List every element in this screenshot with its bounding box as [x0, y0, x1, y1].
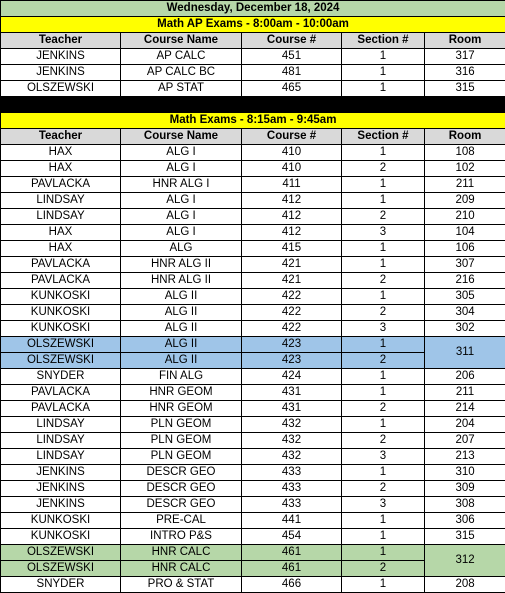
- table-row: [1, 65, 505, 81]
- course-name-cell: HNR ALG II: [121, 257, 242, 273]
- section2-title-row: [1, 113, 505, 129]
- table-row: [1, 257, 505, 273]
- section1-title-row: [1, 17, 505, 33]
- room-cell: 302: [425, 321, 505, 337]
- course-name-cell: PLN GEOM: [121, 449, 242, 465]
- teacher-cell: KUNKOSKI: [1, 529, 121, 545]
- course-name-cell: INTRO P&S: [121, 529, 242, 545]
- course-number-cell: 461: [242, 561, 342, 577]
- course-name-cell: AP CALC BC: [121, 65, 242, 81]
- header-section-number: Section #: [342, 129, 425, 145]
- course-number-cell: 461: [242, 545, 342, 561]
- teacher-cell: KUNKOSKI: [1, 321, 121, 337]
- course-name-cell: ALG: [121, 241, 242, 257]
- course-number-cell: 433: [242, 497, 342, 513]
- course-name-cell: ALG II: [121, 353, 242, 369]
- section-number-cell: 2: [342, 433, 425, 449]
- section-number-cell: 1: [342, 81, 425, 97]
- teacher-cell: KUNKOSKI: [1, 513, 121, 529]
- course-number-cell: 451: [242, 49, 342, 65]
- header-section-number: Section #: [342, 33, 425, 49]
- table-row: [1, 81, 505, 97]
- course-number-cell: 422: [242, 321, 342, 337]
- teacher-cell: LINDSAY: [1, 193, 121, 209]
- teacher-cell: JENKINS: [1, 65, 121, 81]
- table-row: [1, 305, 505, 321]
- table-row: [1, 385, 505, 401]
- course-number-cell: 423: [242, 353, 342, 369]
- section-number-cell: 2: [342, 561, 425, 577]
- room-cell: 206: [425, 369, 505, 385]
- teacher-cell: PAVLACKA: [1, 401, 121, 417]
- section-number-cell: 3: [342, 449, 425, 465]
- table-row: [1, 545, 505, 561]
- room-cell: 209: [425, 193, 505, 209]
- section-number-cell: 3: [342, 497, 425, 513]
- table-row: [1, 529, 505, 545]
- course-name-cell: ALG I: [121, 225, 242, 241]
- teacher-cell: KUNKOSKI: [1, 289, 121, 305]
- course-number-cell: 412: [242, 225, 342, 241]
- course-name-cell: AP STAT: [121, 81, 242, 97]
- course-number-cell: 412: [242, 193, 342, 209]
- course-number-cell: 411: [242, 177, 342, 193]
- section-number-cell: 1: [342, 193, 425, 209]
- room-cell: 211: [425, 385, 505, 401]
- teacher-cell: JENKINS: [1, 497, 121, 513]
- course-number-cell: 465: [242, 81, 342, 97]
- room-cell: 308: [425, 497, 505, 513]
- teacher-cell: JENKINS: [1, 465, 121, 481]
- room-cell: 216: [425, 273, 505, 289]
- teacher-cell: HAX: [1, 145, 121, 161]
- room-cell: 102: [425, 161, 505, 177]
- course-number-cell: 421: [242, 273, 342, 289]
- course-name-cell: DESCR GEO: [121, 465, 242, 481]
- section-number-cell: 1: [342, 145, 425, 161]
- course-name-cell: HNR CALC: [121, 561, 242, 577]
- table-row: [1, 481, 505, 497]
- table-row: [1, 209, 505, 225]
- teacher-cell: LINDSAY: [1, 449, 121, 465]
- table-row: [1, 577, 505, 593]
- course-number-cell: 424: [242, 369, 342, 385]
- room-cell: 106: [425, 241, 505, 257]
- course-name-cell: HNR GEOM: [121, 401, 242, 417]
- table-row: [1, 161, 505, 177]
- table-row: [1, 177, 505, 193]
- section-number-cell: 1: [342, 577, 425, 593]
- section1-header-row: [1, 33, 505, 49]
- course-name-cell: DESCR GEO: [121, 497, 242, 513]
- teacher-cell: LINDSAY: [1, 209, 121, 225]
- table-row: [1, 337, 505, 353]
- table-row: [1, 321, 505, 337]
- course-name-cell: FIN ALG: [121, 369, 242, 385]
- course-number-cell: 454: [242, 529, 342, 545]
- room-cell: 311: [425, 337, 505, 369]
- teacher-cell: SNYDER: [1, 369, 121, 385]
- section-number-cell: 1: [342, 177, 425, 193]
- course-name-cell: ALG I: [121, 193, 242, 209]
- table-row: [1, 369, 505, 385]
- table-row: [1, 225, 505, 241]
- room-cell: 304: [425, 305, 505, 321]
- section-number-cell: 1: [342, 417, 425, 433]
- header-room: Room: [425, 33, 505, 49]
- course-number-cell: 431: [242, 385, 342, 401]
- course-name-cell: DESCR GEO: [121, 481, 242, 497]
- course-name-cell: ALG II: [121, 337, 242, 353]
- room-cell: 214: [425, 401, 505, 417]
- table-row: [1, 241, 505, 257]
- section-number-cell: 2: [342, 353, 425, 369]
- course-name-cell: PLN GEOM: [121, 433, 242, 449]
- section-number-cell: 2: [342, 481, 425, 497]
- course-number-cell: 410: [242, 161, 342, 177]
- course-name-cell: ALG II: [121, 289, 242, 305]
- table-row: [1, 497, 505, 513]
- teacher-cell: PAVLACKA: [1, 273, 121, 289]
- course-name-cell: PRO & STAT: [121, 577, 242, 593]
- course-number-cell: 422: [242, 289, 342, 305]
- header-teacher: Teacher: [1, 33, 121, 49]
- course-name-cell: PLN GEOM: [121, 417, 242, 433]
- section-divider: [1, 97, 505, 113]
- table-row: [1, 433, 505, 449]
- header-course-number: Course #: [242, 129, 342, 145]
- course-number-cell: 421: [242, 257, 342, 273]
- course-name-cell: PRE-CAL: [121, 513, 242, 529]
- section-number-cell: 2: [342, 305, 425, 321]
- header-course-number: Course #: [242, 33, 342, 49]
- room-cell: 310: [425, 465, 505, 481]
- course-name-cell: ALG I: [121, 161, 242, 177]
- table-row: [1, 401, 505, 417]
- section-number-cell: 1: [342, 385, 425, 401]
- course-name-cell: ALG II: [121, 305, 242, 321]
- room-cell: 213: [425, 449, 505, 465]
- course-name-cell: HNR ALG I: [121, 177, 242, 193]
- section-number-cell: 3: [342, 321, 425, 337]
- section-number-cell: 1: [342, 465, 425, 481]
- table-row: [1, 417, 505, 433]
- course-number-cell: 441: [242, 513, 342, 529]
- course-number-cell: 433: [242, 481, 342, 497]
- section-number-cell: 2: [342, 161, 425, 177]
- section-number-cell: 1: [342, 257, 425, 273]
- course-name-cell: ALG I: [121, 145, 242, 161]
- teacher-cell: HAX: [1, 225, 121, 241]
- course-name-cell: ALG I: [121, 209, 242, 225]
- section2-header-row: [1, 129, 505, 145]
- teacher-cell: SNYDER: [1, 577, 121, 593]
- table-row: [1, 449, 505, 465]
- section-number-cell: 1: [342, 529, 425, 545]
- section-number-cell: 1: [342, 289, 425, 305]
- table-row: [1, 273, 505, 289]
- teacher-cell: JENKINS: [1, 49, 121, 65]
- room-cell: 211: [425, 177, 505, 193]
- table-row: [1, 49, 505, 65]
- room-cell: 210: [425, 209, 505, 225]
- room-cell: 207: [425, 433, 505, 449]
- teacher-cell: JENKINS: [1, 481, 121, 497]
- section-number-cell: 3: [342, 225, 425, 241]
- teacher-cell: OLSZEWSKI: [1, 561, 121, 577]
- divider-bar: [1, 97, 505, 113]
- header-course-name: Course Name: [121, 33, 242, 49]
- room-cell: 204: [425, 417, 505, 433]
- course-number-cell: 481: [242, 65, 342, 81]
- course-number-cell: 410: [242, 145, 342, 161]
- header-teacher: Teacher: [1, 129, 121, 145]
- section-number-cell: 2: [342, 273, 425, 289]
- teacher-cell: OLSZEWSKI: [1, 337, 121, 353]
- room-cell: 208: [425, 577, 505, 593]
- section-number-cell: 1: [342, 65, 425, 81]
- course-name-cell: AP CALC: [121, 49, 242, 65]
- course-name-cell: HNR ALG II: [121, 273, 242, 289]
- course-number-cell: 432: [242, 417, 342, 433]
- table-row: [1, 145, 505, 161]
- course-number-cell: 412: [242, 209, 342, 225]
- section-number-cell: 1: [342, 513, 425, 529]
- course-name-cell: HNR GEOM: [121, 385, 242, 401]
- teacher-cell: OLSZEWSKI: [1, 353, 121, 369]
- teacher-cell: PAVLACKA: [1, 177, 121, 193]
- teacher-cell: OLSZEWSKI: [1, 81, 121, 97]
- date-row: [1, 1, 505, 17]
- schedule-date: Wednesday, December 18, 2024: [1, 1, 505, 17]
- section-number-cell: 1: [342, 49, 425, 65]
- table-row: [1, 513, 505, 529]
- course-number-cell: 431: [242, 401, 342, 417]
- course-number-cell: 422: [242, 305, 342, 321]
- table-row: [1, 193, 505, 209]
- room-cell: 309: [425, 481, 505, 497]
- course-number-cell: 433: [242, 465, 342, 481]
- teacher-cell: PAVLACKA: [1, 257, 121, 273]
- teacher-cell: OLSZEWSKI: [1, 545, 121, 561]
- section-number-cell: 1: [342, 369, 425, 385]
- teacher-cell: LINDSAY: [1, 417, 121, 433]
- header-room: Room: [425, 129, 505, 145]
- course-number-cell: 423: [242, 337, 342, 353]
- course-name-cell: ALG II: [121, 321, 242, 337]
- room-cell: 315: [425, 529, 505, 545]
- section-number-cell: 2: [342, 209, 425, 225]
- section-number-cell: 1: [342, 337, 425, 353]
- teacher-cell: LINDSAY: [1, 433, 121, 449]
- teacher-cell: KUNKOSKI: [1, 305, 121, 321]
- course-name-cell: HNR CALC: [121, 545, 242, 561]
- room-cell: 306: [425, 513, 505, 529]
- room-cell: 307: [425, 257, 505, 273]
- room-cell: 315: [425, 81, 505, 97]
- course-number-cell: 432: [242, 433, 342, 449]
- section-number-cell: 1: [342, 545, 425, 561]
- room-cell: 317: [425, 49, 505, 65]
- room-cell: 312: [425, 545, 505, 577]
- teacher-cell: PAVLACKA: [1, 385, 121, 401]
- section2-title: Math Exams - 8:15am - 9:45am: [1, 113, 505, 129]
- table-row: [1, 465, 505, 481]
- room-cell: 104: [425, 225, 505, 241]
- table-row: [1, 289, 505, 305]
- section-number-cell: 1: [342, 241, 425, 257]
- course-number-cell: 415: [242, 241, 342, 257]
- teacher-cell: HAX: [1, 241, 121, 257]
- room-cell: 108: [425, 145, 505, 161]
- section-number-cell: 2: [342, 401, 425, 417]
- teacher-cell: HAX: [1, 161, 121, 177]
- room-cell: 316: [425, 65, 505, 81]
- room-cell: 305: [425, 289, 505, 305]
- header-course-name: Course Name: [121, 129, 242, 145]
- course-number-cell: 432: [242, 449, 342, 465]
- course-number-cell: 466: [242, 577, 342, 593]
- section1-title: Math AP Exams - 8:00am - 10:00am: [1, 17, 505, 33]
